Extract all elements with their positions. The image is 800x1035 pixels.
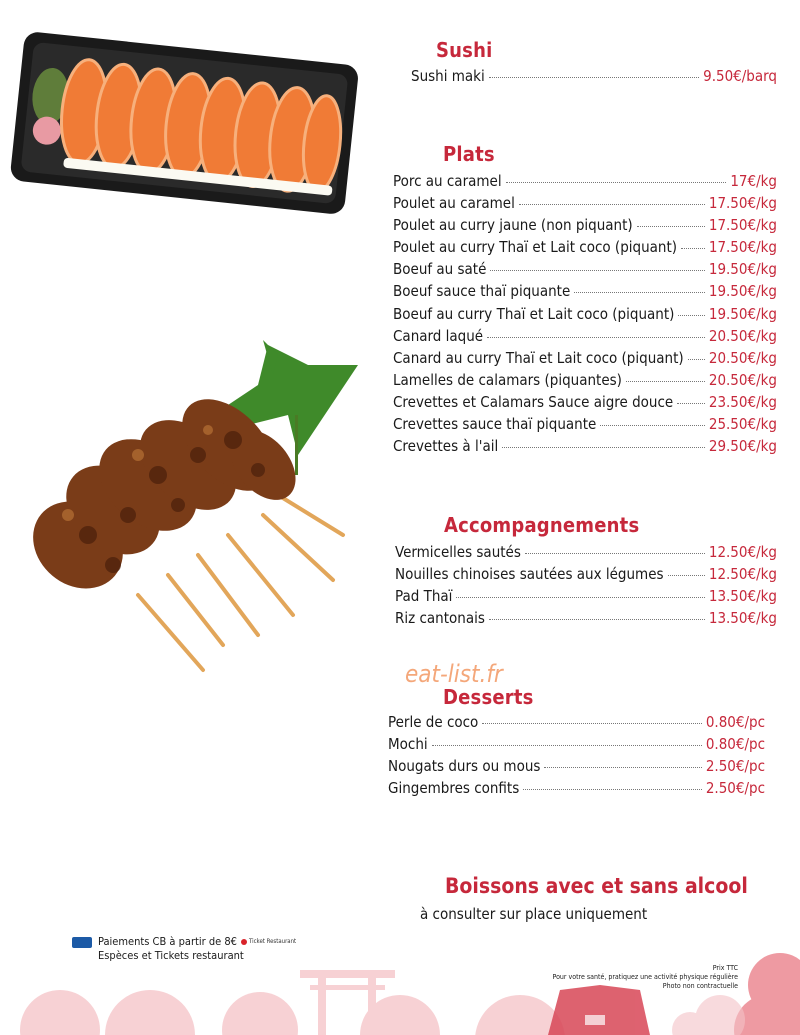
menu-item	[388, 779, 765, 801]
menu-item	[393, 305, 777, 327]
item-name: Boeuf au curry Thaï et Lait coco (piquant)	[393, 304, 675, 323]
leader-dots	[681, 248, 705, 249]
leader-dots	[432, 745, 702, 746]
item-price: 29.50€/kg	[708, 437, 777, 456]
item-price: 20.50€/kg	[708, 370, 777, 389]
item-price: 19.50€/kg	[708, 260, 777, 279]
item-price: 19.50€/kg	[708, 304, 777, 323]
item-price: 17.50€/kg	[708, 238, 777, 257]
leader-dots	[525, 553, 705, 554]
item-name: Canard au curry Thaï et Lait coco (piquant)	[393, 348, 684, 367]
item-price: 17.50€/kg	[708, 194, 777, 213]
item-name: Nouilles chinoises sautées aux légumes	[395, 565, 664, 584]
item-price: 0.80€/pc	[705, 735, 765, 754]
leader-dots	[489, 77, 699, 78]
menu-item	[393, 327, 777, 349]
menu-item	[393, 216, 777, 238]
accompagnements-list	[395, 543, 777, 631]
item-name: Crevettes sauce thaï piquante	[393, 415, 597, 434]
leader-dots	[482, 723, 702, 724]
menu-item	[411, 67, 777, 89]
leader-dots	[489, 619, 705, 620]
section-title-plats: Plats	[443, 142, 495, 166]
item-price: 12.50€/kg	[708, 543, 777, 561]
legal-notice	[553, 964, 738, 991]
item-price: 2.50€/pc	[705, 779, 765, 798]
payment-line-2: Espèces et Tickets restaurant	[98, 949, 244, 962]
menu-item	[393, 415, 777, 437]
leader-dots	[688, 359, 705, 360]
menu-item	[393, 393, 777, 415]
drinks-subtitle: à consulter sur place uniquement	[420, 905, 648, 923]
item-name: Riz cantonais	[395, 609, 485, 628]
menu-item	[393, 437, 777, 459]
leader-dots	[502, 447, 705, 448]
plats-list	[393, 172, 777, 459]
item-name: Pad Thaï	[395, 587, 453, 606]
drinks-title: Boissons avec et sans alcool	[445, 874, 748, 898]
menu-item	[388, 757, 765, 779]
item-price: 20.50€/kg	[708, 326, 777, 345]
leader-dots	[506, 182, 727, 183]
item-price: 23.50€/kg	[708, 392, 777, 411]
chicken-skewers-photo	[18, 335, 363, 675]
menu-item	[395, 609, 777, 631]
item-name: Boeuf au saté	[393, 260, 487, 279]
section-title-sushi: Sushi	[436, 38, 493, 62]
leader-dots	[519, 204, 705, 205]
menu-item	[388, 713, 765, 735]
leader-dots	[678, 315, 704, 316]
leader-dots	[456, 597, 704, 598]
item-price: 2.50€/pc	[705, 757, 765, 776]
menu-item	[393, 282, 777, 304]
sushi-tray-photo	[8, 30, 360, 225]
leader-dots	[600, 425, 705, 426]
payment-line-1: Paiements CB à partir de 8€	[98, 935, 237, 948]
leader-dots	[574, 292, 705, 293]
item-price: 17€/kg	[730, 172, 777, 190]
menu-item	[393, 172, 777, 194]
item-price: 9.50€/barq	[703, 67, 777, 85]
legal-line-1: Prix TTC	[712, 964, 738, 972]
menu-item	[393, 238, 777, 260]
leader-dots	[523, 789, 702, 790]
item-price: 13.50€/kg	[708, 587, 777, 606]
menu-item	[395, 565, 777, 587]
leader-dots	[490, 270, 704, 271]
legal-line-3: Photo non contractuelle	[662, 982, 738, 990]
item-name: Canard laqué	[393, 326, 484, 345]
leader-dots	[487, 337, 705, 338]
sushi-list	[411, 67, 777, 89]
item-name: Sushi maki	[411, 67, 485, 85]
desserts-list	[388, 713, 765, 801]
item-name: Crevettes et Calamars Sauce aigre douce	[393, 392, 674, 411]
leader-dots	[626, 381, 705, 382]
item-name: Perle de coco	[388, 713, 479, 731]
menu-item	[393, 260, 777, 282]
payment-info	[72, 935, 296, 963]
menu-item	[395, 587, 777, 609]
item-price: 0.80€/pc	[705, 713, 765, 731]
item-name: Poulet au curry Thaï et Lait coco (piquant)	[393, 238, 678, 257]
item-name: Lamelles de calamars (piquantes)	[393, 370, 622, 389]
item-price: 25.50€/kg	[708, 415, 777, 434]
watermark-text: eat-list.fr	[405, 660, 503, 688]
menu-item	[395, 543, 777, 565]
item-price: 13.50€/kg	[708, 609, 777, 628]
leader-dots	[677, 403, 705, 404]
item-name: Poulet au caramel	[393, 194, 515, 213]
leader-dots	[544, 767, 701, 768]
item-price: 20.50€/kg	[708, 348, 777, 367]
section-title-accompagnements: Accompagnements	[444, 513, 640, 537]
item-name: Crevettes à l'ail	[393, 437, 499, 456]
leader-dots	[668, 575, 705, 576]
legal-line-2: Pour votre santé, pratiquez une activité physique régulière	[552, 973, 738, 981]
leader-dots	[637, 226, 705, 227]
item-name: Nougats durs ou mous	[388, 757, 541, 776]
menu-item	[393, 371, 777, 393]
section-title-desserts: Desserts	[443, 685, 534, 709]
credit-card-icon	[72, 937, 92, 948]
menu-item	[388, 735, 765, 757]
ticket-restaurant-logo: Ticket Restaurant	[241, 935, 296, 949]
item-price: 17.50€/kg	[708, 216, 777, 235]
item-name: Mochi	[388, 735, 428, 754]
item-name: Vermicelles sautés	[395, 543, 521, 561]
item-name: Poulet au curry jaune (non piquant)	[393, 216, 633, 235]
item-name: Porc au caramel	[393, 172, 502, 190]
menu-item	[393, 349, 777, 371]
menu-item	[393, 194, 777, 216]
item-name: Boeuf sauce thaï piquante	[393, 282, 571, 301]
item-name: Gingembres confits	[388, 779, 520, 798]
item-price: 12.50€/kg	[708, 565, 777, 584]
item-price: 19.50€/kg	[708, 282, 777, 301]
